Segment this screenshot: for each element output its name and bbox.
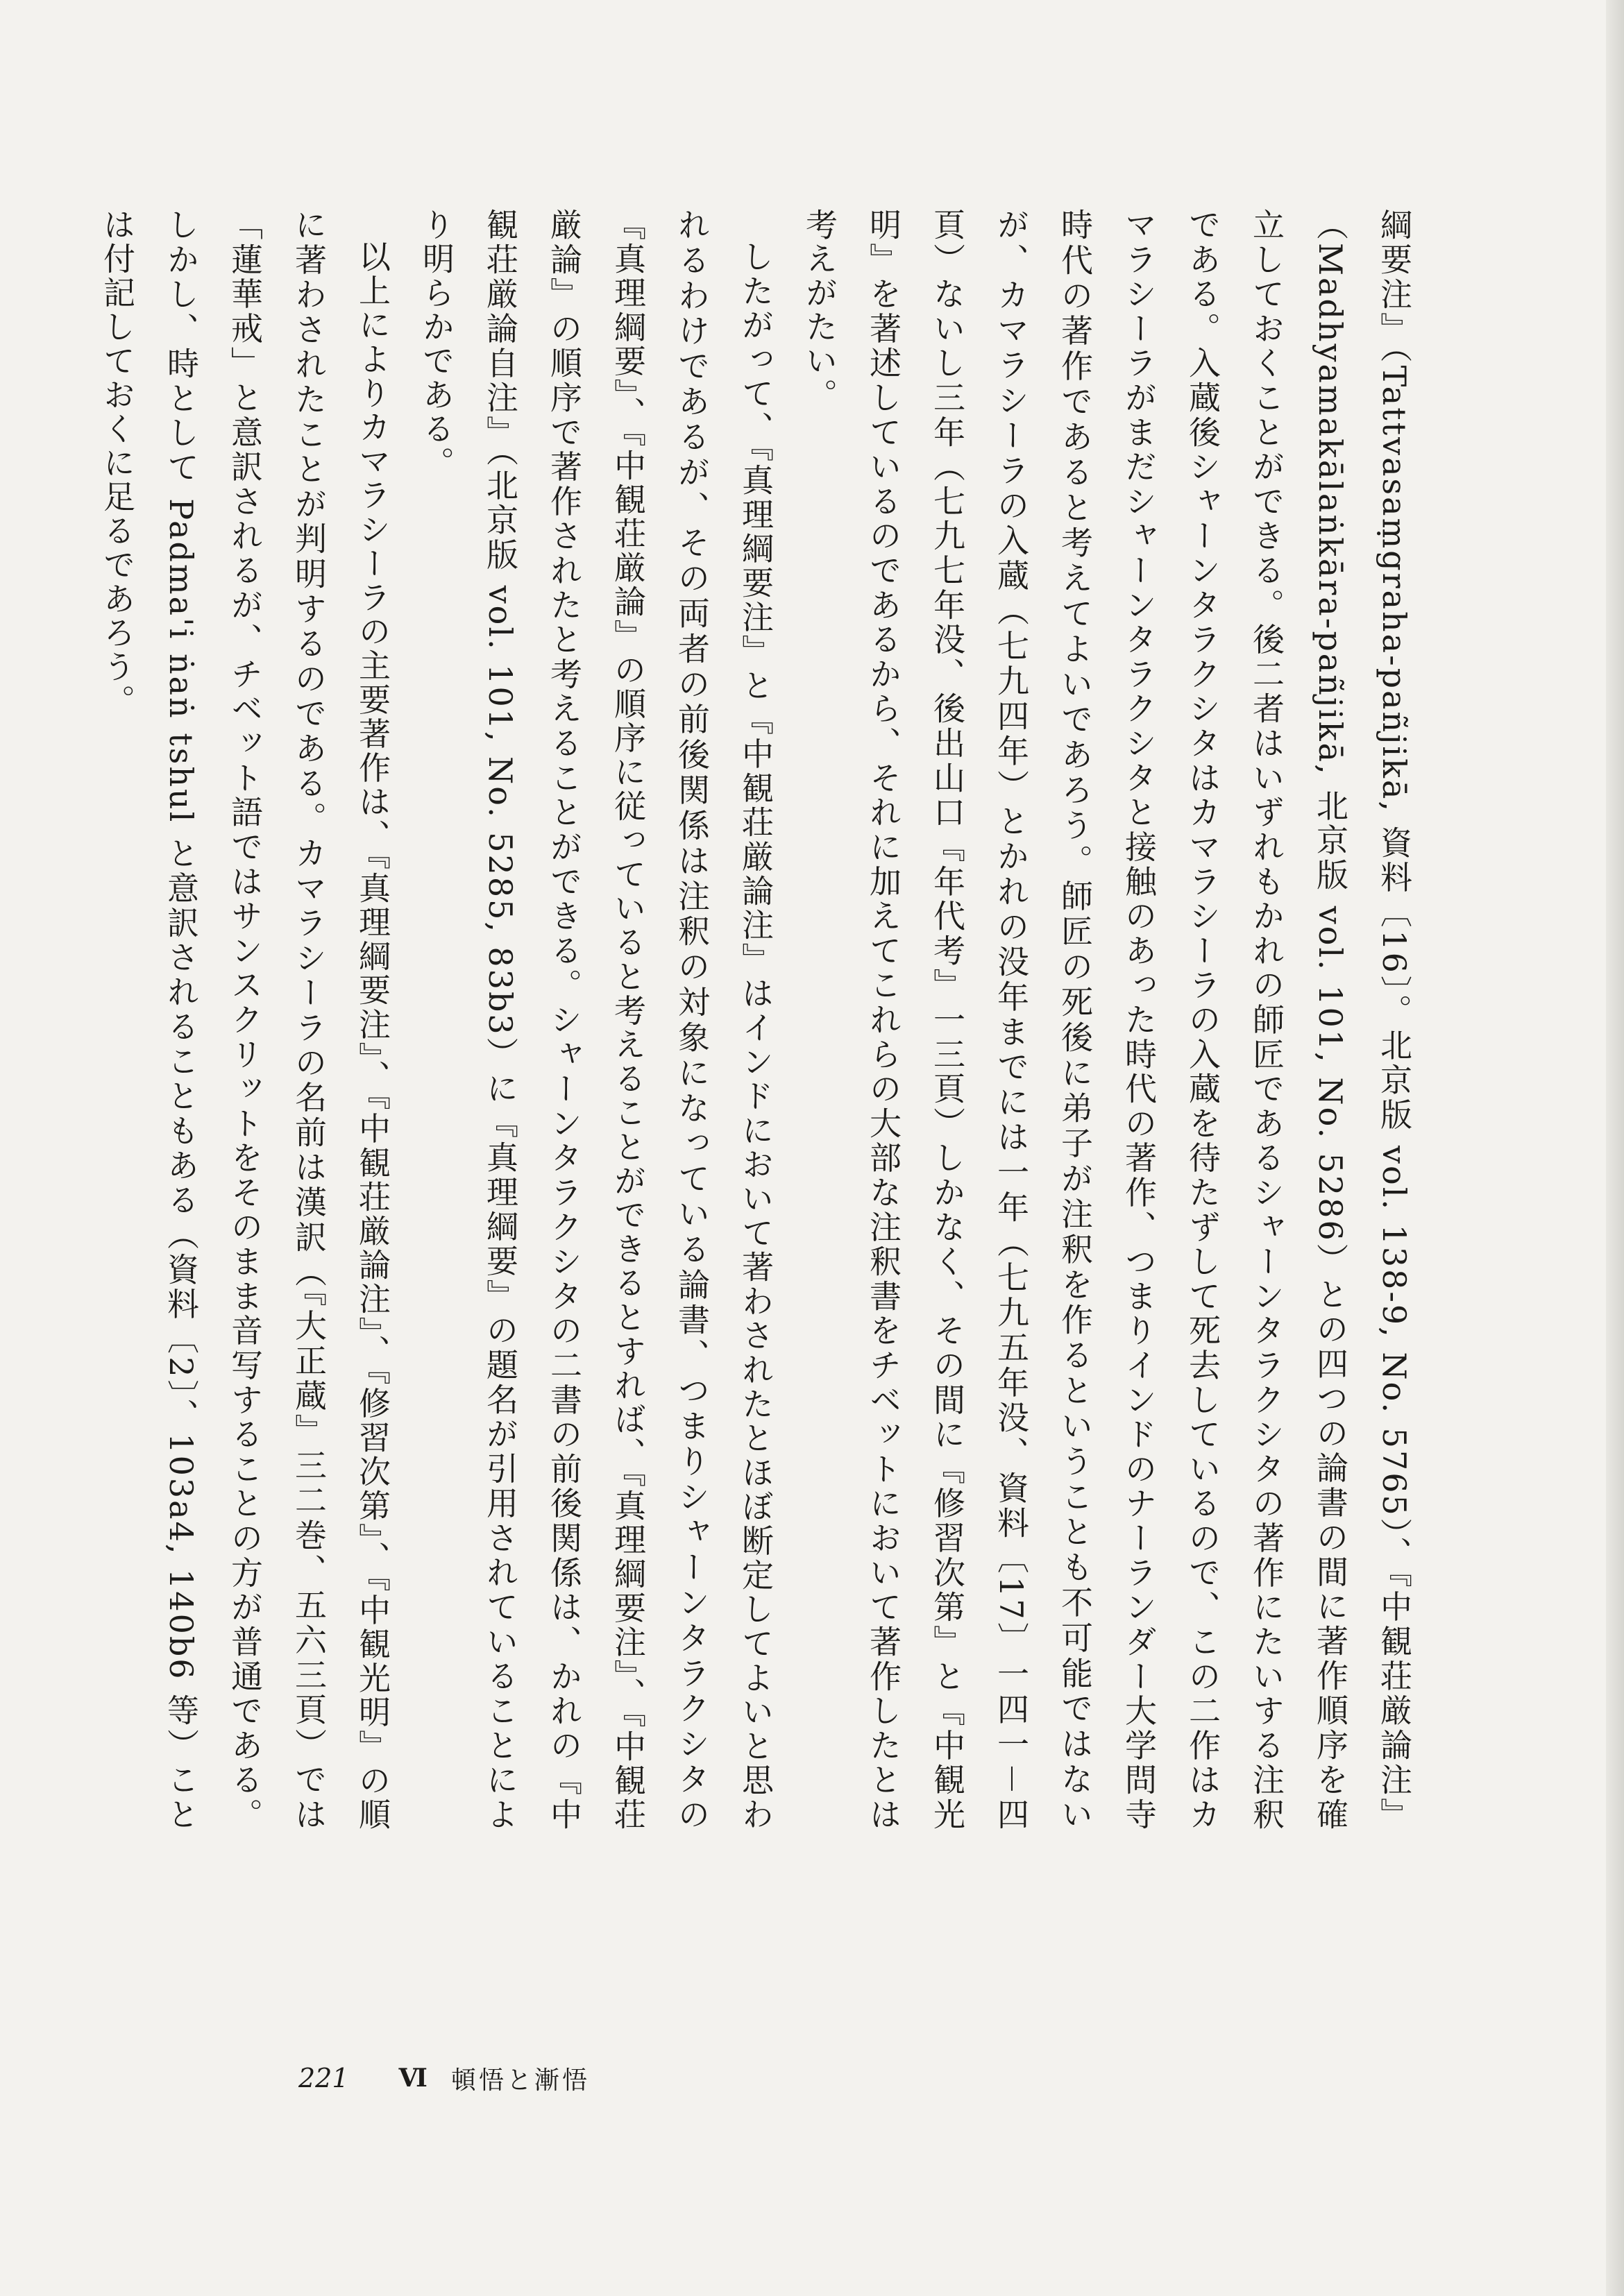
vertical-body-text <box>99 208 1426 1832</box>
paragraph-1: 綱要注』（Tattvasaṃgraha-pañjikā, 資料〔16〕。北京版 vol. 138-9, No. 5765）、『中観荘厳論注』（Madhyamakālaṅkāra-pañjikā, 北京版 vol. 101, No. 5286）との四つの論書の間に著作順序を確立しておくことができる。後二者はいずれもかれの師匠であるシャーンタラクシタの著作にたいする注釈である。入蔵後シャーンタラクシタはカマラシーラの入蔵を待たずして死去しているので、この二作はカマラシーラがまだシャーンタラクシタと接触のあった時代の著作、つまりインドのナーランダー大学問寺時代の著作であると考えてよいであろう。師匠の死後に弟子が注釈を作るということも不可能ではないが、カマラシーラの入蔵（七九四年）とかれの没年までには一年（七九五年没、資料〔17〕一四一－四頁）ないし三年（七九七年没、後出山口『年代考』一三頁）しかなく、その間に『修習次第』と『中観光明』を著述しているのであるから、それに加えてこれらの大部な注釈書をチベットにおいて著作したとは考えがたい。 <box>801 208 1413 1832</box>
paragraph-3: 以上によりカマラシーラの主要著作は、『真理綱要注』、『中観荘厳論注』、『修習次第』、『中観光明』の順に著わされたことが判明するのである。カマラシーラの名前は漢訳（『大正蔵』三二巻、五六三頁）では「蓮華戒」と意訳されるが、チベット語ではサンスクリットをそのまま音写することの方が普通である。しかし、時として Padma'i ṅaṅ tshul と意訳されることもある（資料〔2〕、103a4, 140b6 等）ことは付記しておくに足るであろう。 <box>99 208 391 1832</box>
chapter-number: Ⅵ <box>398 2064 428 2093</box>
page-footer <box>298 2057 590 2099</box>
chapter-title: 頓悟と漸悟 <box>450 2066 590 2095</box>
paragraph-2: したがって、『真理綱要注』と『中観荘厳論注』はインドにおいて著わされたとほぼ断定してよいと思われるわけであるが、その両者の前後関係は注釈の対象になっている論書、つまりシャーンタラクシタの『真理綱要』、『中観荘厳論』の順序に従っていると考えることができるとすれば、『真理綱要注』、『中観荘厳論』の順序で著作されたと考えることができる。シャーンタラクシタの二書の前後関係は、かれの『中観荘厳論自注』（北京版 vol. 101, No. 5285, 83b3）に『真理綱要』の題名が引用されていることにより明らかである。 <box>418 208 775 1832</box>
page-number: 221 <box>298 2063 349 2093</box>
page-edge-shadow <box>1606 0 1624 2296</box>
